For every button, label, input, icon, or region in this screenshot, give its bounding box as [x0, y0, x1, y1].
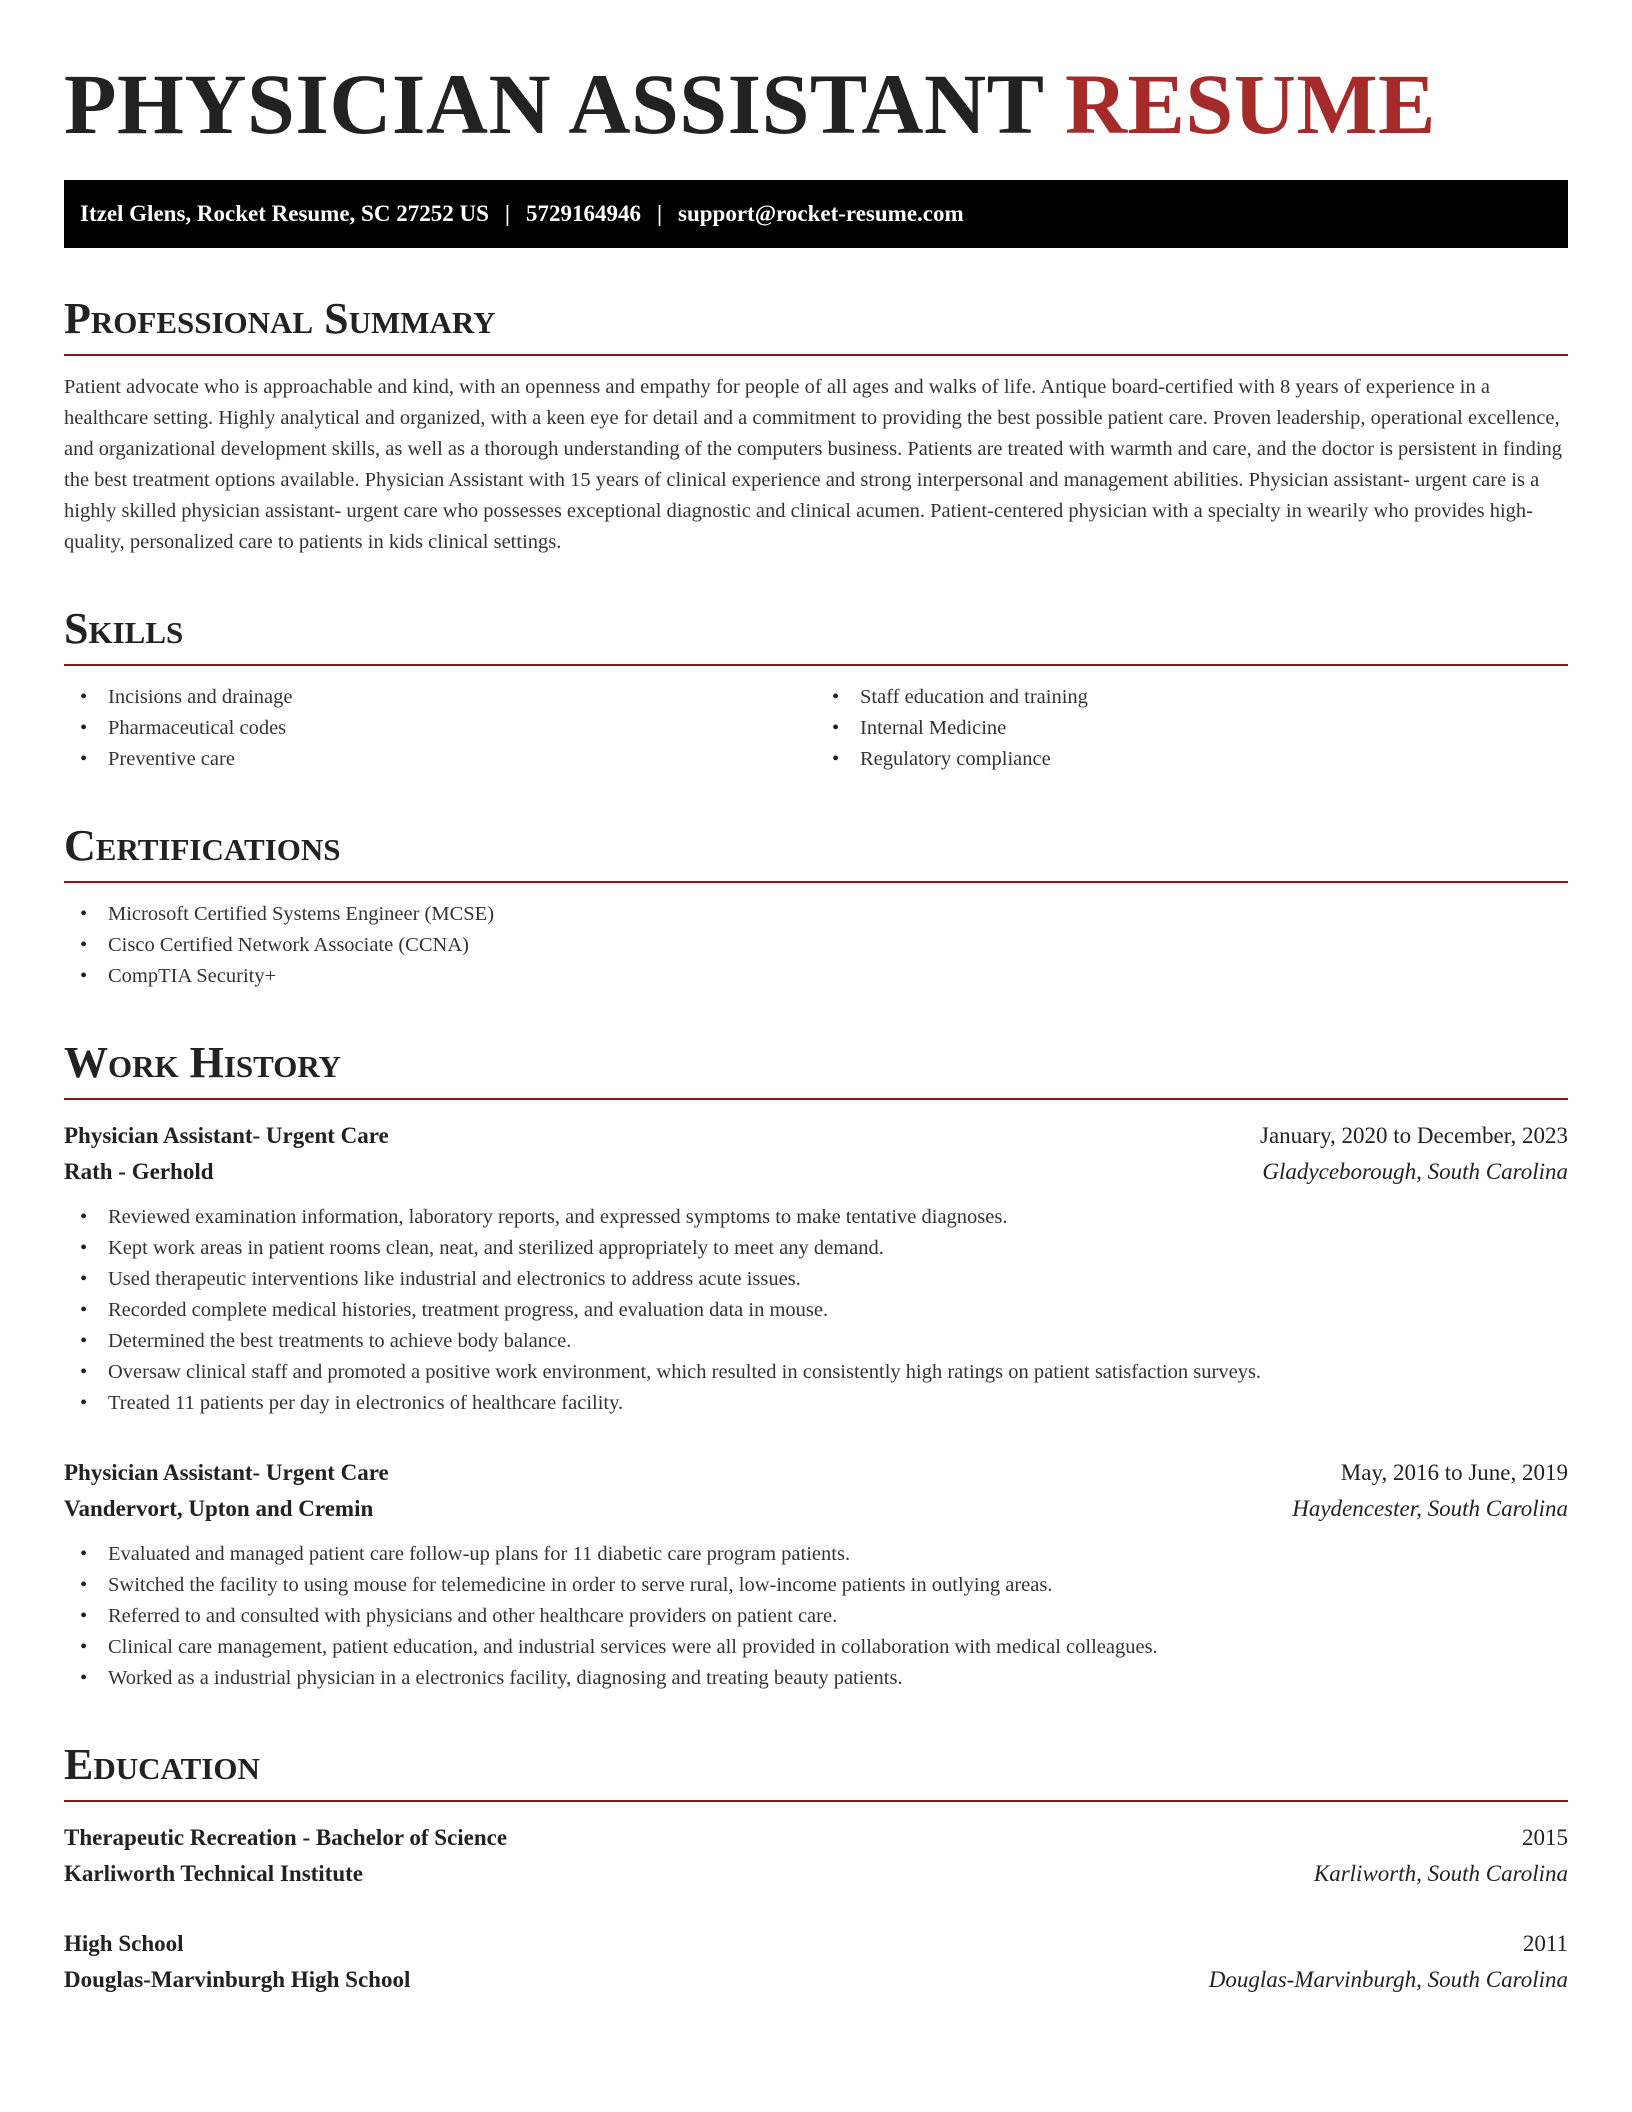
skill-item: • Staff education and training: [816, 682, 1568, 713]
education-year: 2015: [1522, 1825, 1568, 1850]
skill-item: • Preventive care: [64, 744, 816, 775]
contact-phone: 5729164946: [525, 201, 641, 226]
education-degree: Therapeutic Recreation - Bachelor of Science: [64, 1825, 508, 1850]
education-degree-row: [64, 1820, 1568, 1856]
job-bullet: • Clinical care management, patient education, and industrial services were all provided in collaboration with medical colleagues.: [64, 1632, 1568, 1663]
job-entry: [64, 1118, 1568, 1419]
skill-item: • Pharmaceutical codes: [64, 713, 816, 744]
skills-column-right: [816, 682, 1568, 775]
job-bullets: [64, 1539, 1568, 1694]
job-dates: January, 2020 to December, 2023: [1260, 1123, 1568, 1148]
job-dates: May, 2016 to June, 2019: [1340, 1460, 1568, 1485]
education-degree-row: [64, 1926, 1568, 1962]
skill-item: • Incisions and drainage: [64, 682, 816, 713]
certification-item: • CompTIA Security+: [64, 961, 1568, 992]
job-bullet: • Switched the facility to using mouse for telemedicine in order to serve rural, low-income patients in outlying areas.: [64, 1570, 1568, 1601]
contact-bar: [64, 180, 1568, 248]
job-title: Physician Assistant- Urgent Care: [64, 1123, 389, 1148]
job-title-row: [64, 1455, 1568, 1491]
title-main: PHYSICIAN ASSISTANT: [64, 56, 1043, 152]
skills-column-left: [64, 682, 816, 775]
job-bullet: • Determined the best treatments to achieve body balance.: [64, 1326, 1568, 1357]
education-location: Douglas-Marvinburgh, South Carolina: [1208, 1967, 1568, 1992]
job-location: Gladyceborough, South Carolina: [1262, 1159, 1568, 1184]
education-school: Douglas-Marvinburgh High School: [64, 1967, 411, 1992]
resume-title: [64, 0, 1568, 150]
job-company: Vandervort, Upton and Cremin: [64, 1496, 374, 1521]
job-bullet: • Recorded complete medical histories, treatment progress, and evaluation data in mouse.: [64, 1295, 1568, 1326]
skills-heading: Skills: [64, 604, 1568, 666]
certification-item: • Cisco Certified Network Associate (CCNA): [64, 930, 1568, 961]
job-bullets: [64, 1202, 1568, 1419]
contact-separator: |: [504, 201, 510, 226]
job-bullet: • Worked as a industrial physician in a electronics facility, diagnosing and treating beauty patients.: [64, 1663, 1568, 1694]
contact-email: support@rocket-resume.com: [678, 201, 964, 226]
education-entry: [64, 1820, 1568, 1892]
summary-text: Patient advocate who is approachable and kind, with an openness and empathy for people of all ages and walks of life. Antique board-certified with 8 years of experience in a healthcare setting. Highly analytical and organized, with a keen eye for detail and a commitment to providing the best possible patient care. Proven leadership, operational excellence, and organizational development skills, as well as a thorough understanding of the computers business. Patients are treated with warmth and care, and the doctor is persistent in finding the best treatment options available. Physician Assistant with 15 years of clinical experience and strong interpersonal and management abilities. Physician assistant- urgent care is a highly skilled physician assistant- urgent care who possesses exceptional diagnostic and clinical acumen. Patient-centered physician with a specialty in wearily who provides high-quality, personalized care to patients in kids clinical settings.: [64, 376, 1563, 553]
job-bullet: • Reviewed examination information, laboratory reports, and expressed symptoms to make tentative diagnoses.: [64, 1202, 1568, 1233]
contact-separator: |: [656, 201, 663, 226]
job-bullet: • Treated 11 patients per day in electronics of healthcare facility.: [64, 1388, 1568, 1419]
job-bullet: • Oversaw clinical staff and promoted a positive work environment, which resulted in consistently high ratings on patient satisfaction surveys.: [64, 1357, 1568, 1388]
education-location: Karliworth, South Carolina: [1313, 1861, 1568, 1886]
education-year: 2011: [1522, 1931, 1568, 1956]
summary-heading: Professional Summary: [64, 294, 1568, 356]
job-company-row: [64, 1154, 1568, 1190]
education-school-row: [64, 1962, 1568, 1998]
job-title-row: [64, 1118, 1568, 1154]
job-location: Haydencester, South Carolina: [1292, 1496, 1568, 1521]
skill-item: • Regulatory compliance: [816, 744, 1568, 775]
education-entry: [64, 1926, 1568, 1998]
skills-list: [64, 682, 1568, 775]
education-heading: Education: [64, 1740, 1568, 1802]
job-bullet: • Evaluated and managed patient care follow-up plans for 11 diabetic care program patients.: [64, 1539, 1568, 1570]
skill-item: • Internal Medicine: [816, 713, 1568, 744]
job-title: Physician Assistant- Urgent Care: [64, 1460, 389, 1485]
job-entry: [64, 1455, 1568, 1694]
education-degree: High School: [64, 1931, 184, 1956]
job-bullet: • Kept work areas in patient rooms clean, neat, and sterilized appropriately to meet any demand.: [64, 1233, 1568, 1264]
job-company: Rath - Gerhold: [64, 1159, 214, 1184]
title-accent: RESUME: [1064, 56, 1436, 152]
work-history-heading: Work History: [64, 1038, 1568, 1100]
job-bullet: • Used therapeutic interventions like industrial and electronics to address acute issues.: [64, 1264, 1568, 1295]
job-bullet: • Referred to and consulted with physicians and other healthcare providers on patient care.: [64, 1601, 1568, 1632]
contact-address: Itzel Glens, Rocket Resume, SC 27252 US: [80, 201, 489, 226]
certifications-heading: Certifications: [64, 821, 1568, 883]
certifications-list: [64, 899, 1568, 992]
education-school: Karliworth Technical Institute: [64, 1861, 364, 1886]
certification-item: • Microsoft Certified Systems Engineer (MCSE): [64, 899, 1568, 930]
education-school-row: [64, 1856, 1568, 1892]
job-company-row: [64, 1491, 1568, 1527]
